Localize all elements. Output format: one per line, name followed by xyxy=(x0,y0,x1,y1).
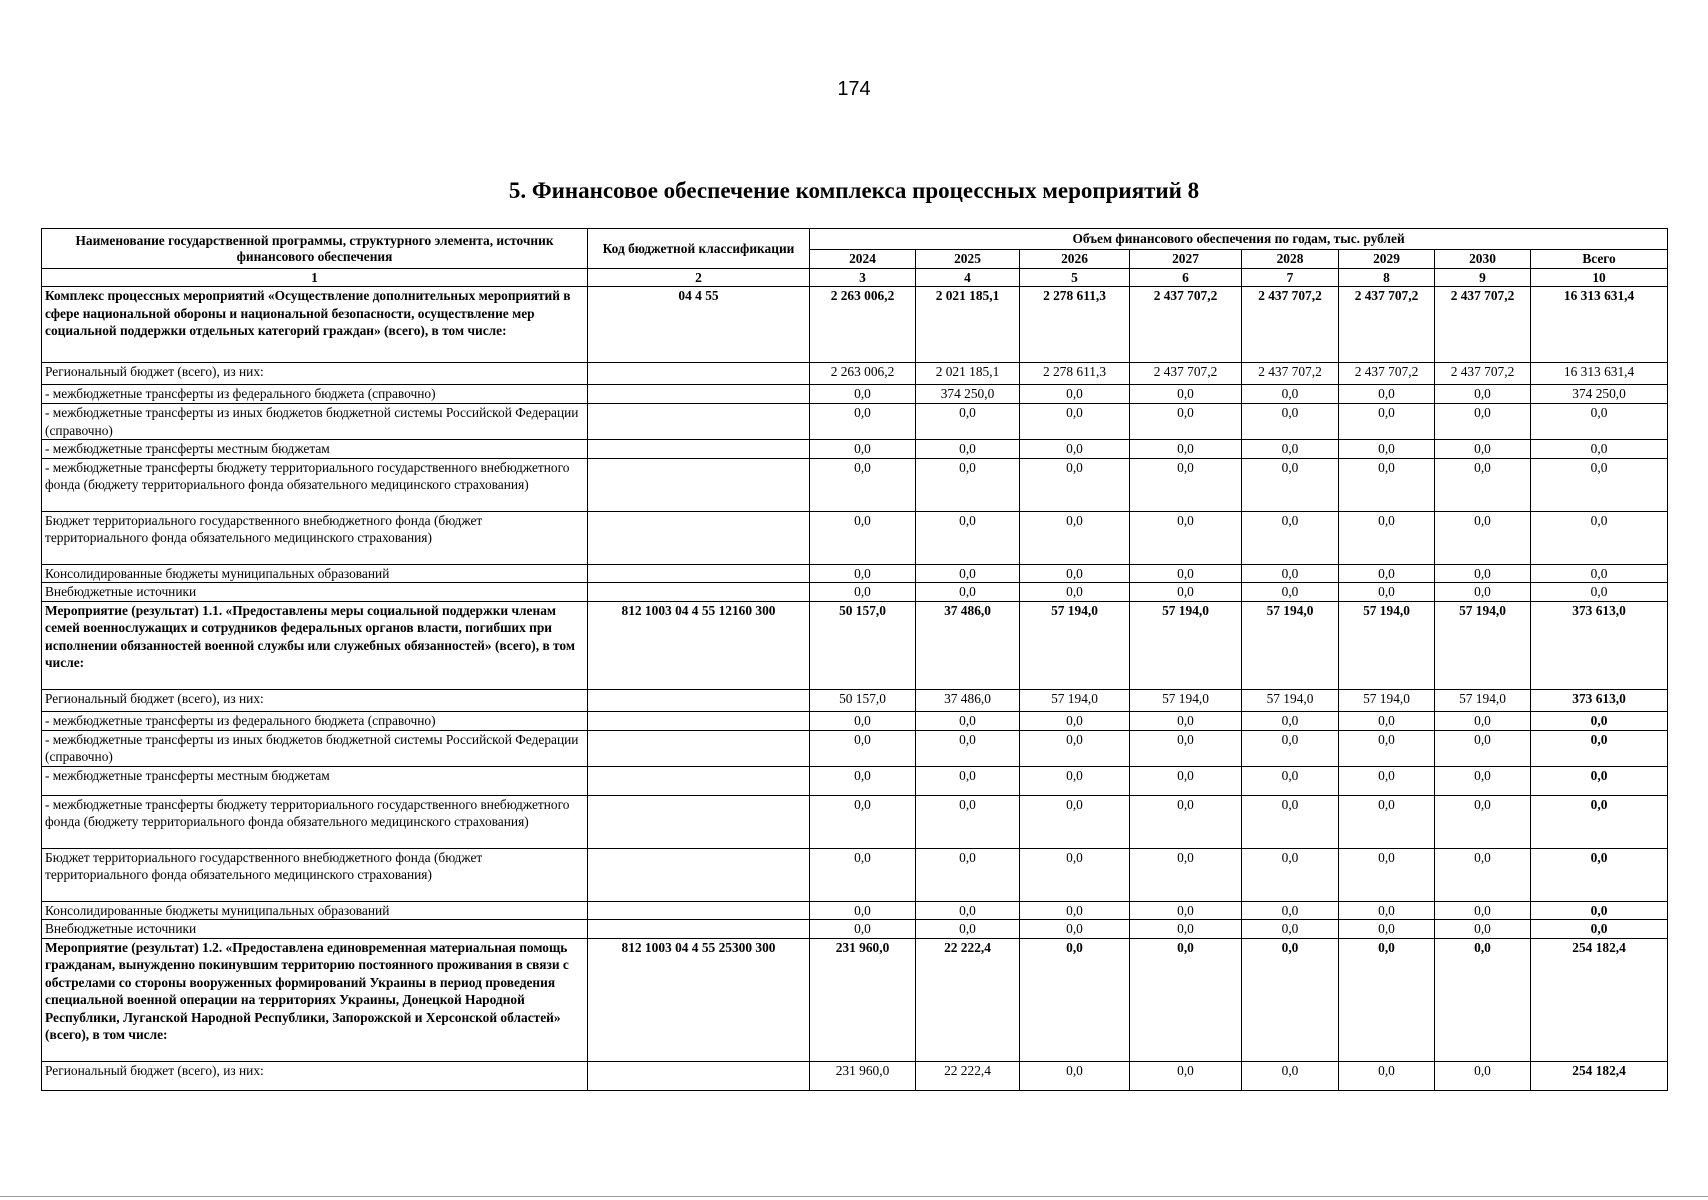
row-total: 16 313 631,4 xyxy=(1531,287,1668,363)
row-value: 57 194,0 xyxy=(1130,601,1242,689)
table-row xyxy=(42,511,1668,564)
header-year: 2029 xyxy=(1339,250,1435,269)
row-code-empty xyxy=(588,848,810,901)
row-total: 16 313 631,4 xyxy=(1531,363,1668,385)
row-code-empty xyxy=(588,511,810,564)
column-number: 5 xyxy=(1020,269,1130,287)
row-name: - межбюджетные трансферты бюджету территориального государственного внебюджетного фонда (бюджету территориального фонда обязательного медицинского страхования) xyxy=(42,795,588,848)
row-value: 0,0 xyxy=(916,583,1020,602)
row-value: 0,0 xyxy=(1242,848,1339,901)
row-total: 0,0 xyxy=(1531,564,1668,583)
row-value: 0,0 xyxy=(1130,711,1242,730)
row-code-empty xyxy=(588,901,810,920)
row-value: 0,0 xyxy=(1435,848,1531,901)
row-value: 0,0 xyxy=(1020,1061,1130,1090)
row-value: 0,0 xyxy=(1242,458,1339,511)
row-code-empty xyxy=(588,385,810,404)
row-value: 0,0 xyxy=(1242,511,1339,564)
page-number: 174 xyxy=(837,78,871,100)
row-value: 0,0 xyxy=(1130,938,1242,1061)
column-number: 1 xyxy=(42,269,588,287)
row-value: 0,0 xyxy=(1242,440,1339,459)
row-value: 0,0 xyxy=(1020,766,1130,795)
row-value: 0,0 xyxy=(916,564,1020,583)
header-year: 2024 xyxy=(810,250,916,269)
row-value: 22 222,4 xyxy=(916,1061,1020,1090)
row-total: 0,0 xyxy=(1531,440,1668,459)
row-value: 0,0 xyxy=(1435,458,1531,511)
row-name: Бюджет территориального государственного внебюджетного фонда (бюджет территориального фонда обязательного медицинского страхования) xyxy=(42,848,588,901)
row-value: 2 278 611,3 xyxy=(1020,287,1130,363)
row-value: 0,0 xyxy=(1020,440,1130,459)
row-value: 0,0 xyxy=(1242,583,1339,602)
row-value: 0,0 xyxy=(1339,938,1435,1061)
row-total: 254 182,4 xyxy=(1531,1061,1668,1090)
row-total: 0,0 xyxy=(1531,920,1668,939)
table-row xyxy=(42,848,1668,901)
row-value: 0,0 xyxy=(1130,730,1242,766)
row-value: 57 194,0 xyxy=(1339,601,1435,689)
row-total: 0,0 xyxy=(1531,901,1668,920)
row-value: 2 437 707,2 xyxy=(1339,287,1435,363)
row-code-empty xyxy=(588,711,810,730)
row-value: 0,0 xyxy=(1435,1061,1531,1090)
row-value: 0,0 xyxy=(1339,711,1435,730)
row-name: Мероприятие (результат) 1.1. «Предоставлены меры социальной поддержки членам семей военнослужащих и сотрудников федеральных органов власти, погибших при исполнении обязанностей военной службы или служебных обязанностей» (всего), в том числе: xyxy=(42,601,588,689)
row-value: 37 486,0 xyxy=(916,689,1020,711)
row-value: 0,0 xyxy=(1130,404,1242,440)
row-code-empty xyxy=(588,404,810,440)
row-value: 57 194,0 xyxy=(1339,689,1435,711)
column-number: 7 xyxy=(1242,269,1339,287)
row-name: Комплекс процессных мероприятий «Осуществление дополнительных мероприятий в сфере национальной обороны и национальной безопасности, осуществление мер социальной поддержки отдельных категорий граждан» (всего), в том числе: xyxy=(42,287,588,363)
row-value: 0,0 xyxy=(1020,404,1130,440)
row-value: 0,0 xyxy=(1339,404,1435,440)
row-value: 0,0 xyxy=(1020,458,1130,511)
row-value: 0,0 xyxy=(1435,938,1531,1061)
row-value: 0,0 xyxy=(810,766,916,795)
row-name: - межбюджетные трансферты бюджету территориального государственного внебюджетного фонда (бюджету территориального фонда обязательного медицинского страхования) xyxy=(42,458,588,511)
row-total: 0,0 xyxy=(1531,848,1668,901)
row-value: 0,0 xyxy=(916,766,1020,795)
row-total: 0,0 xyxy=(1531,404,1668,440)
row-value: 0,0 xyxy=(916,795,1020,848)
table-row xyxy=(42,363,1668,385)
row-value: 0,0 xyxy=(1130,920,1242,939)
row-value: 0,0 xyxy=(1020,385,1130,404)
row-name: - межбюджетные трансферты местным бюджетам xyxy=(42,766,588,795)
row-value: 0,0 xyxy=(1242,711,1339,730)
row-value: 0,0 xyxy=(1130,766,1242,795)
row-value: 0,0 xyxy=(916,440,1020,459)
row-name: - межбюджетные трансферты из федерального бюджета (справочно) xyxy=(42,385,588,404)
row-value: 0,0 xyxy=(1339,564,1435,583)
row-total: 373 613,0 xyxy=(1531,601,1668,689)
row-value: 57 194,0 xyxy=(1242,601,1339,689)
row-code: 812 1003 04 4 55 25300 300 xyxy=(588,938,810,1061)
row-code-empty xyxy=(588,730,810,766)
row-value: 57 194,0 xyxy=(1242,689,1339,711)
row-value: 0,0 xyxy=(1339,583,1435,602)
row-value: 0,0 xyxy=(1339,766,1435,795)
row-value: 0,0 xyxy=(1339,730,1435,766)
row-value: 0,0 xyxy=(810,920,916,939)
row-value: 0,0 xyxy=(1020,711,1130,730)
row-value: 0,0 xyxy=(1435,583,1531,602)
table-row xyxy=(42,601,1668,689)
row-value: 0,0 xyxy=(1020,564,1130,583)
row-name: Консолидированные бюджеты муниципальных образований xyxy=(42,564,588,583)
row-value: 0,0 xyxy=(1020,583,1130,602)
row-value: 0,0 xyxy=(1339,511,1435,564)
row-name: Региональный бюджет (всего), из них: xyxy=(42,1061,588,1090)
table-row xyxy=(42,901,1668,920)
row-value: 0,0 xyxy=(1339,458,1435,511)
financing-table xyxy=(41,228,1668,1091)
row-value: 0,0 xyxy=(1020,795,1130,848)
row-value: 57 194,0 xyxy=(1435,601,1531,689)
row-name: Консолидированные бюджеты муниципальных образований xyxy=(42,901,588,920)
table-row xyxy=(42,920,1668,939)
row-value: 0,0 xyxy=(1130,795,1242,848)
row-value: 57 194,0 xyxy=(1435,689,1531,711)
row-value: 0,0 xyxy=(1020,920,1130,939)
row-value: 0,0 xyxy=(1242,938,1339,1061)
table-row xyxy=(42,583,1668,602)
row-value: 0,0 xyxy=(1339,440,1435,459)
row-value: 0,0 xyxy=(1435,711,1531,730)
column-number: 8 xyxy=(1339,269,1435,287)
row-value: 0,0 xyxy=(1242,404,1339,440)
row-total: 0,0 xyxy=(1531,583,1668,602)
table-row xyxy=(42,795,1668,848)
row-name: Региональный бюджет (всего), из них: xyxy=(42,363,588,385)
row-value: 0,0 xyxy=(810,404,916,440)
row-value: 50 157,0 xyxy=(810,601,916,689)
table-row xyxy=(42,458,1668,511)
row-value: 0,0 xyxy=(1339,920,1435,939)
row-value: 2 437 707,2 xyxy=(1242,287,1339,363)
row-value: 0,0 xyxy=(1339,1061,1435,1090)
column-number: 9 xyxy=(1435,269,1531,287)
row-value: 0,0 xyxy=(810,795,916,848)
row-value: 2 021 185,1 xyxy=(916,287,1020,363)
row-value: 0,0 xyxy=(1020,848,1130,901)
header-year: 2030 xyxy=(1435,250,1531,269)
row-value: 0,0 xyxy=(916,511,1020,564)
row-value: 50 157,0 xyxy=(810,689,916,711)
row-value: 0,0 xyxy=(1020,901,1130,920)
row-value: 231 960,0 xyxy=(810,938,916,1061)
row-value: 2 263 006,2 xyxy=(810,363,916,385)
table-row xyxy=(42,287,1668,363)
row-code-empty xyxy=(588,564,810,583)
table-row xyxy=(42,404,1668,440)
row-value: 0,0 xyxy=(1339,385,1435,404)
row-value: 0,0 xyxy=(1435,564,1531,583)
row-value: 0,0 xyxy=(1130,1061,1242,1090)
row-code-empty xyxy=(588,363,810,385)
row-value: 0,0 xyxy=(1242,730,1339,766)
row-value: 57 194,0 xyxy=(1130,689,1242,711)
row-total: 373 613,0 xyxy=(1531,689,1668,711)
row-value: 0,0 xyxy=(810,564,916,583)
row-name: Мероприятие (результат) 1.2. «Предоставлена единовременная материальная помощь гражданам, вынужденно покинувшим территорию постоянного проживания в связи с обстрелами со стороны вооруженных формирований Украины в период проведения специальной военной операции на территориях Украины, Донецкой Народной Республики, Луганской Народной Республики, Запорожской и Херсонской областей» (всего), в том числе: xyxy=(42,938,588,1061)
row-value: 0,0 xyxy=(810,440,916,459)
row-code-empty xyxy=(588,440,810,459)
row-code-empty xyxy=(588,795,810,848)
row-code: 04 4 55 xyxy=(588,287,810,363)
row-value: 0,0 xyxy=(916,848,1020,901)
page-bottom-line xyxy=(0,1196,1708,1197)
row-value: 0,0 xyxy=(916,458,1020,511)
header-year: 2028 xyxy=(1242,250,1339,269)
row-value: 0,0 xyxy=(1242,766,1339,795)
row-value: 0,0 xyxy=(810,511,916,564)
row-value: 0,0 xyxy=(1339,901,1435,920)
row-value: 0,0 xyxy=(810,730,916,766)
row-value: 0,0 xyxy=(1130,440,1242,459)
row-value: 2 437 707,2 xyxy=(1130,287,1242,363)
row-value: 0,0 xyxy=(1242,920,1339,939)
row-value: 0,0 xyxy=(1130,901,1242,920)
row-value: 0,0 xyxy=(1242,385,1339,404)
row-value: 37 486,0 xyxy=(916,601,1020,689)
row-value: 0,0 xyxy=(1242,795,1339,848)
row-value: 0,0 xyxy=(1130,511,1242,564)
row-code-empty xyxy=(588,583,810,602)
row-value: 22 222,4 xyxy=(916,938,1020,1061)
row-value: 231 960,0 xyxy=(810,1061,916,1090)
row-value: 0,0 xyxy=(810,848,916,901)
row-value: 0,0 xyxy=(1435,920,1531,939)
column-number: 2 xyxy=(588,269,810,287)
row-value: 0,0 xyxy=(1435,730,1531,766)
table-row xyxy=(42,440,1668,459)
row-name: - межбюджетные трансферты местным бюджетам xyxy=(42,440,588,459)
row-value: 0,0 xyxy=(1435,901,1531,920)
table-row xyxy=(42,938,1668,1061)
row-value: 57 194,0 xyxy=(1020,601,1130,689)
row-total: 0,0 xyxy=(1531,711,1668,730)
row-code-empty xyxy=(588,1061,810,1090)
row-name: - межбюджетные трансферты из иных бюджетов бюджетной системы Российской Федерации (справочно) xyxy=(42,404,588,440)
row-value: 0,0 xyxy=(810,385,916,404)
row-value: 0,0 xyxy=(916,901,1020,920)
row-value: 0,0 xyxy=(810,901,916,920)
row-value: 0,0 xyxy=(810,583,916,602)
row-value: 0,0 xyxy=(1130,564,1242,583)
header-code: Код бюджетной классификации xyxy=(588,229,810,269)
header-year: 2026 xyxy=(1020,250,1130,269)
header-volume: Объем финансового обеспечения по годам, тыс. рублей xyxy=(810,229,1668,250)
header-year: 2025 xyxy=(916,250,1020,269)
row-total: 0,0 xyxy=(1531,458,1668,511)
table-row xyxy=(42,564,1668,583)
row-name: Бюджет территориального государственного внебюджетного фонда (бюджет территориального фонда обязательного медицинского страхования) xyxy=(42,511,588,564)
row-value: 2 437 707,2 xyxy=(1435,363,1531,385)
column-number: 10 xyxy=(1531,269,1668,287)
column-number: 4 xyxy=(916,269,1020,287)
row-code-empty xyxy=(588,689,810,711)
row-value: 2 021 185,1 xyxy=(916,363,1020,385)
table-row xyxy=(42,711,1668,730)
row-value: 0,0 xyxy=(810,458,916,511)
row-total: 254 182,4 xyxy=(1531,938,1668,1061)
header-name: Наименование государственной программы, структурного элемента, источник финансового обеспечения xyxy=(42,229,588,269)
row-value: 2 263 006,2 xyxy=(810,287,916,363)
row-value: 0,0 xyxy=(1130,848,1242,901)
row-value: 0,0 xyxy=(1339,848,1435,901)
header-year: 2027 xyxy=(1130,250,1242,269)
table-row xyxy=(42,1061,1668,1090)
row-value: 2 437 707,2 xyxy=(1130,363,1242,385)
row-value: 0,0 xyxy=(1435,385,1531,404)
row-name: - межбюджетные трансферты из федерального бюджета (справочно) xyxy=(42,711,588,730)
column-number: 3 xyxy=(810,269,916,287)
row-value: 0,0 xyxy=(1130,583,1242,602)
row-value: 0,0 xyxy=(1242,564,1339,583)
document-title: 5. Финансовое обеспечение комплекса процессных мероприятий 8 xyxy=(508,178,1200,203)
row-code-empty xyxy=(588,920,810,939)
row-total: 0,0 xyxy=(1531,730,1668,766)
row-total: 374 250,0 xyxy=(1531,385,1668,404)
table-row xyxy=(42,730,1668,766)
row-value: 0,0 xyxy=(1242,1061,1339,1090)
row-value: 0,0 xyxy=(1435,440,1531,459)
row-value: 57 194,0 xyxy=(1020,689,1130,711)
row-value: 0,0 xyxy=(1020,511,1130,564)
row-value: 0,0 xyxy=(916,920,1020,939)
row-value: 0,0 xyxy=(810,711,916,730)
row-total: 0,0 xyxy=(1531,766,1668,795)
column-number: 6 xyxy=(1130,269,1242,287)
row-code-empty xyxy=(588,458,810,511)
row-value: 2 437 707,2 xyxy=(1339,363,1435,385)
row-name: Региональный бюджет (всего), из них: xyxy=(42,689,588,711)
table-row xyxy=(42,689,1668,711)
row-value: 0,0 xyxy=(1339,795,1435,848)
row-value: 2 437 707,2 xyxy=(1242,363,1339,385)
row-value: 0,0 xyxy=(1242,901,1339,920)
row-name: Внебюджетные источники xyxy=(42,920,588,939)
row-value: 374 250,0 xyxy=(916,385,1020,404)
row-name: Внебюджетные источники xyxy=(42,583,588,602)
row-name: - межбюджетные трансферты из иных бюджетов бюджетной системы Российской Федерации (справочно) xyxy=(42,730,588,766)
row-value: 0,0 xyxy=(1435,511,1531,564)
table-body xyxy=(42,287,1668,1091)
row-value: 0,0 xyxy=(1435,766,1531,795)
row-total: 0,0 xyxy=(1531,511,1668,564)
row-value: 0,0 xyxy=(916,404,1020,440)
row-value: 0,0 xyxy=(916,711,1020,730)
table-row xyxy=(42,766,1668,795)
row-value: 0,0 xyxy=(1020,938,1130,1061)
row-total: 0,0 xyxy=(1531,795,1668,848)
row-value: 0,0 xyxy=(1130,385,1242,404)
row-value: 0,0 xyxy=(1130,458,1242,511)
row-value: 2 437 707,2 xyxy=(1435,287,1531,363)
row-value: 0,0 xyxy=(1435,795,1531,848)
row-value: 0,0 xyxy=(1020,730,1130,766)
table-row xyxy=(42,385,1668,404)
row-code: 812 1003 04 4 55 12160 300 xyxy=(588,601,810,689)
row-value: 2 278 611,3 xyxy=(1020,363,1130,385)
header-total: Всего xyxy=(1531,250,1668,269)
row-value: 0,0 xyxy=(1435,404,1531,440)
row-code-empty xyxy=(588,766,810,795)
row-value: 0,0 xyxy=(916,730,1020,766)
